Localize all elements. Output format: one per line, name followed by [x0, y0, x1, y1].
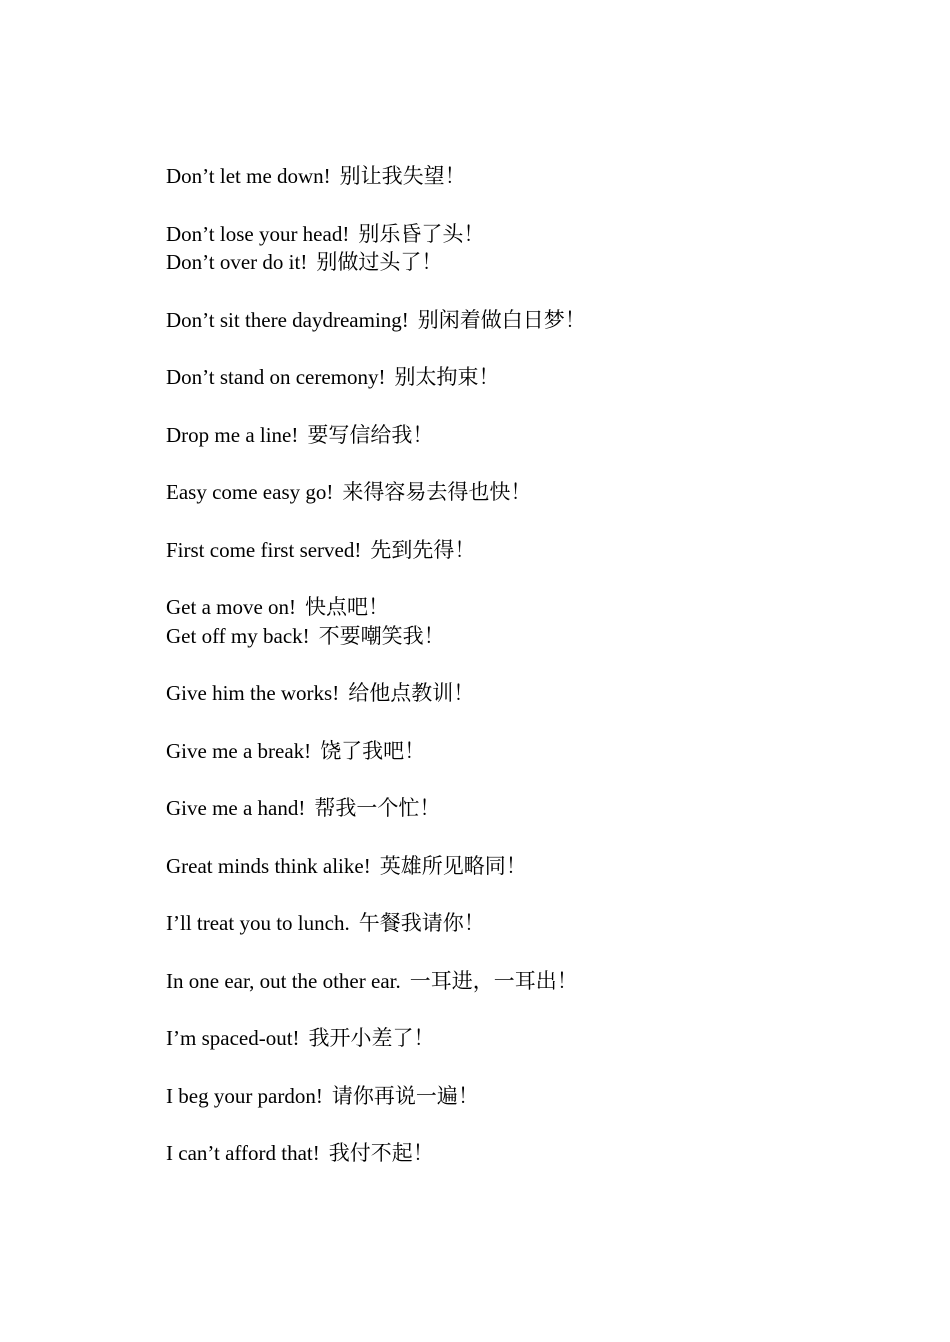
phrase-chinese: 快点吧！	[305, 595, 390, 619]
phrase-line	[166, 163, 466, 189]
phrase-line	[166, 307, 586, 333]
phrase-chinese: 午餐我请你！	[358, 911, 485, 935]
phrase-chinese: 饶了我吧！	[320, 739, 426, 763]
phrase-english: Give me a hand!	[166, 796, 306, 820]
phrase-line	[166, 738, 425, 764]
phrase-english: Don’t lose your head!	[166, 222, 350, 246]
phrase-line	[166, 422, 433, 448]
phrase-chinese: 英雄所见略同！	[379, 854, 527, 878]
phrase-chinese: 一耳进，一耳出！	[409, 969, 578, 993]
phrase-chinese: 先到先得！	[370, 538, 476, 562]
phrase-chinese: 别太拘束！	[394, 365, 500, 389]
phrase-line	[166, 479, 531, 505]
phrase-english: Get a move on!	[166, 595, 297, 619]
phrase-english: In one ear, out the other ear.	[166, 969, 401, 993]
phrase-line	[166, 249, 442, 275]
phrase-english: Don’t let me down!	[166, 164, 331, 188]
phrase-chinese: 不要嘲笑我！	[318, 624, 445, 648]
phrase-english: I’m spaced-out!	[166, 1026, 300, 1050]
phrase-english: I’ll treat you to lunch.	[166, 911, 350, 935]
phrase-line	[166, 910, 485, 936]
phrase-chinese: 别做过头了！	[316, 250, 443, 274]
phrase-english: Don’t stand on ceremony!	[166, 365, 386, 389]
phrase-line	[166, 795, 440, 821]
phrase-english: Give him the works!	[166, 681, 340, 705]
phrase-english: Don’t sit there daydreaming!	[166, 308, 409, 332]
phrase-chinese: 别让我失望！	[339, 164, 466, 188]
phrase-line	[166, 364, 499, 390]
phrase-english: Don’t over do it!	[166, 250, 308, 274]
phrase-line	[166, 680, 474, 706]
phrase-line	[166, 221, 484, 247]
phrase-english: First come first served!	[166, 538, 362, 562]
phrase-chinese: 我付不起！	[328, 1141, 434, 1165]
phrase-english: I beg your pardon!	[166, 1084, 323, 1108]
phrase-chinese: 给他点教训！	[348, 681, 475, 705]
phrase-english: Great minds think alike!	[166, 854, 371, 878]
phrase-line	[166, 623, 445, 649]
phrase-english: Easy come easy go!	[166, 480, 334, 504]
phrase-english: Get off my back!	[166, 624, 310, 648]
phrase-english: Drop me a line!	[166, 423, 299, 447]
phrase-line	[166, 1025, 435, 1051]
phrase-chinese: 来得容易去得也快！	[342, 480, 532, 504]
phrase-line	[166, 1140, 434, 1166]
phrase-line	[166, 594, 389, 620]
phrase-chinese: 我开小差了！	[308, 1026, 435, 1050]
phrase-english: I can’t afford that!	[166, 1141, 320, 1165]
phrase-english: Give me a break!	[166, 739, 312, 763]
phrase-line	[166, 968, 578, 994]
phrase-line	[166, 853, 527, 879]
phrase-chinese: 请你再说一遍！	[331, 1084, 479, 1108]
phrase-chinese: 要写信给我！	[307, 423, 434, 447]
phrase-chinese: 别乐昏了头！	[358, 222, 485, 246]
phrase-line	[166, 537, 475, 563]
phrase-chinese: 别闲着做白日梦！	[417, 308, 586, 332]
phrase-line	[166, 1083, 479, 1109]
phrase-chinese: 帮我一个忙！	[314, 796, 441, 820]
